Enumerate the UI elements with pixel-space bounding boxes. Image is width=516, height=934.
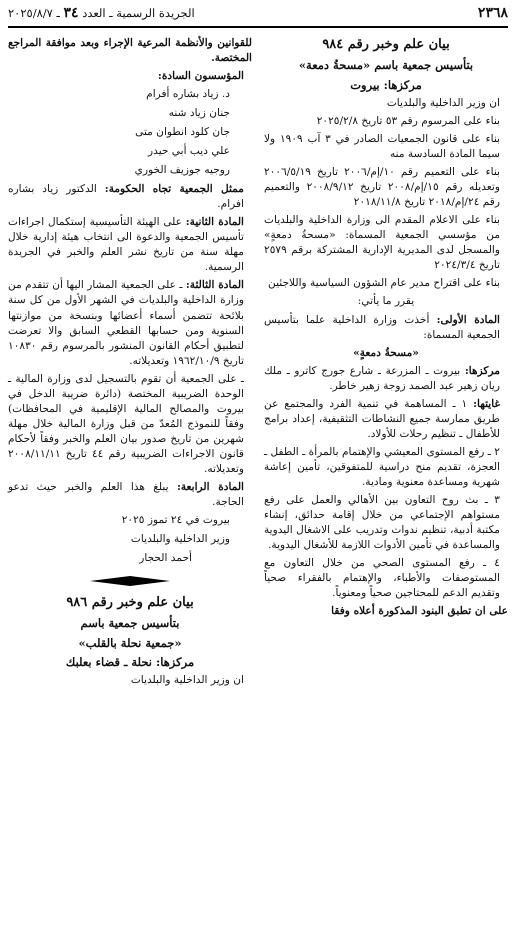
para-minister: ان وزير الداخلية والبلديات bbox=[386, 97, 500, 110]
representative-text: الدكتور زياد بشاره افرام. bbox=[8, 183, 244, 211]
founder-name: د. زياد بشاره أفرام bbox=[146, 88, 230, 101]
minister-title: وزير الداخلية والبلديات bbox=[130, 532, 230, 545]
association-name-2: «جمعية نحلة بالقلب» bbox=[78, 635, 182, 650]
header-rule bbox=[8, 26, 508, 28]
minister-name: أحمد الحجار bbox=[139, 551, 192, 564]
notice-title-2: بيان علم وخبر رقم ٩٨٦ bbox=[66, 595, 194, 610]
founder-name: جان كلود انطوان متى bbox=[135, 126, 230, 139]
goal-four: ٤ ـ رفع المستوى الصحي من خلال التعاون مع المستوصفات والأطباء، والإهتمام بالفقراء صحياً وتقديم الدعم للمحتاجين صحياً ومعنوياً. bbox=[264, 556, 500, 600]
para-proposal: بناء على اقتراح مدير عام الشؤون السياسية واللاجئين bbox=[268, 277, 500, 290]
article-two-label: المادة الثانية: bbox=[185, 216, 244, 229]
founders-list bbox=[8, 87, 252, 178]
goals-intro bbox=[264, 397, 508, 442]
founder-name: علي ديب أبي حيدر bbox=[148, 145, 230, 158]
article-four-text: يبلغ هذا العلم والخبر حيث تدعو الحاجة. bbox=[8, 480, 244, 508]
gazette-name: الجريدة الرسمية ـ العدد bbox=[82, 6, 195, 20]
ornament-icon bbox=[90, 576, 170, 586]
para-minister-2: ان وزير الداخلية والبلديات bbox=[130, 674, 244, 687]
section-divider bbox=[8, 576, 252, 586]
notice-subtitle: بتأسيس جمعية باسم «مسحةُ دمعة» bbox=[298, 58, 474, 73]
para-law: بناء على قانون الجمعيات الصادر في ٣ آب ١٩٠٩ ولا سيما المادة السادسة منه bbox=[264, 133, 500, 161]
representative-label: ممثل الجمعية تجاه الحكومة: bbox=[104, 183, 244, 196]
para-notification: بناء على الاعلام المقدم الى وزارة الداخلية والبلديات من مؤسسي الجمعية المسماة: «مسحةُ دمعةٍ» والمسجل لدى المديرية الإدارية المشتركة برقم ٢٥٧٩ تاريخ ٢٠٢٤/٣/٤ bbox=[264, 214, 500, 272]
article-three-tax: ـ على الجمعية أن تقوم بالتسجيل لدى وزارة المالية ـ الوحدة الضريبية المختصة (دائرة ضريبة الدخل في بيروت والمصالح المالية الإقليمية في المحافظات) وفقاً للنموذج المُعدّ من قبل وزارة المالية خلال مهلة شهرين من تاريخ صدور بيان العلم والخبر وفقاً لأحكام قانون الاجراءات الضريبية رقم ٤٤ تاريخ ٢٠٠٨/١١/١١ وتعديلاته. bbox=[8, 372, 244, 475]
page-number: ٢٣٦٨ bbox=[477, 5, 508, 21]
article-three-text: ـ على الجمعية المشار اليها أن تتقدم من وزارة الداخلية والبلديات في الشهر الأول من كل سنة بلائحة تتضمن أسماء أعضائها وبنسخة من موازنتها السنوية ومن حسابها القطعي السابق والا تعرضت لتطبيق أحكام القانون المنشور بالمرسوم رقم ١٠٨٣٠ تاريخ ١٩٦٢/١٠/٩ وتعديلاته. bbox=[8, 279, 244, 367]
headquarters-text: بيروت ـ المزرعة ـ شارع جورج كاترو ـ ملك ريان زهير عبد الصمد زوجة زهير خاطر. bbox=[264, 364, 500, 392]
headquarters-label: مركزها: bbox=[464, 364, 500, 377]
goal-one: ١ ـ المساهمة في تنمية الفرد والمجتمع عن طريق ممارسة جميع النشاطات التثقيفية، إعداد برامج للأطفال ـ تنظيم رحلات للأولاد. bbox=[264, 397, 500, 440]
issue-date: ـ ٢٠٢٥/٨/٧ bbox=[8, 6, 60, 20]
notice-seat: مركزها: بيروت bbox=[350, 77, 422, 92]
para-circulars: بناء على التعميم رقم ١٠/إم/٢٠٠٦ تاريخ ٢٠٠٦/٥/١٩ وتعديله رقم ١٥/إم/٢٠٠٨ تاريخ ٢٠٠٨/٩/١٢ والتعميم رقم ٢٤/إم/٢٠١٨ تاريخ ٢٠١٨/١١/٨ bbox=[264, 166, 500, 209]
notice-seat-2: مركزها: نحلة ـ قضاء بعلبك bbox=[65, 655, 195, 670]
founders-label: المؤسسون السادة: bbox=[157, 70, 244, 83]
article-three bbox=[8, 278, 252, 368]
issue-number: ٣٤ bbox=[63, 5, 79, 21]
headquarters bbox=[264, 364, 508, 394]
article-two-text: على الهيئة التأسيسية إستكمال اجراءات تأسيس الجمعية والدعوة الى انتخاب هيئة إدارية خلال مهلة سنة من تاريخ نشر العلم والخبر في الجريدة الرسمية. bbox=[8, 216, 244, 274]
article-three-label: المادة الثالثة: bbox=[185, 279, 244, 292]
goals-label: غايتها: bbox=[473, 397, 500, 410]
para-decree: بناء على المرسوم رقم ٥٣ تاريخ ٢٠٢٥/٢/٨ bbox=[316, 115, 500, 128]
goal-three: ٣ ـ بث روح التعاون بين الأهالي والعمل على رفع مستواهم الإجتماعي من خلال إقامة حدائق، إنشاء مكتبة أدبية، تنظيم ندوات وتدريب على الاشغال اليدوية والمساعدة في تأمين الأدوات اللازمة للأشغال اليدوية. bbox=[264, 493, 500, 551]
founder-name: روجيه جوزيف الخوري bbox=[134, 164, 230, 177]
founder-name: جنان زياد شنه bbox=[168, 107, 230, 120]
place-date: بيروت في ٢٤ تموز ٢٠٢٥ bbox=[121, 513, 230, 526]
article-one-label: المادة الأولى: bbox=[436, 313, 500, 326]
article-four-label: المادة الرابعة: bbox=[176, 480, 245, 493]
decide-line: يقرر ما يأتي: bbox=[357, 295, 415, 308]
columns bbox=[8, 36, 508, 691]
article-one bbox=[264, 313, 508, 343]
gazette-title bbox=[8, 5, 195, 21]
article-one-text: أخذت وزارة الداخلية علما بتأسيس الجمعية المسماة: bbox=[264, 313, 500, 341]
article-four bbox=[8, 480, 252, 510]
article-two bbox=[8, 215, 252, 275]
right-column bbox=[264, 36, 508, 691]
association-name: «مسحةُ دمعةٍ» bbox=[353, 346, 419, 359]
notice-title: بيان علم وخبر رقم ٩٨٤ bbox=[322, 37, 450, 52]
continuation-text: للقوانين والأنظمة المرعية الإجراء وبعد موافقة المراجع المختصة. bbox=[8, 37, 252, 65]
page-header bbox=[8, 0, 508, 26]
representative bbox=[8, 182, 252, 212]
goal-two: ٢ ـ رفع المستوى المعيشي والإهتمام بالمرأة ـ الطفل ـ العجزة، تقديم منح دراسية للمتفوقين، تأمين إعاشة شهرية ومساعدة معنوية ومادية. bbox=[264, 445, 500, 488]
left-column bbox=[8, 36, 252, 691]
continuation-line: على ان تطبق البنود المذكورة أعلاه وفقا bbox=[331, 605, 508, 618]
notice-subtitle-2: بتأسيس جمعية باسم bbox=[80, 616, 180, 631]
